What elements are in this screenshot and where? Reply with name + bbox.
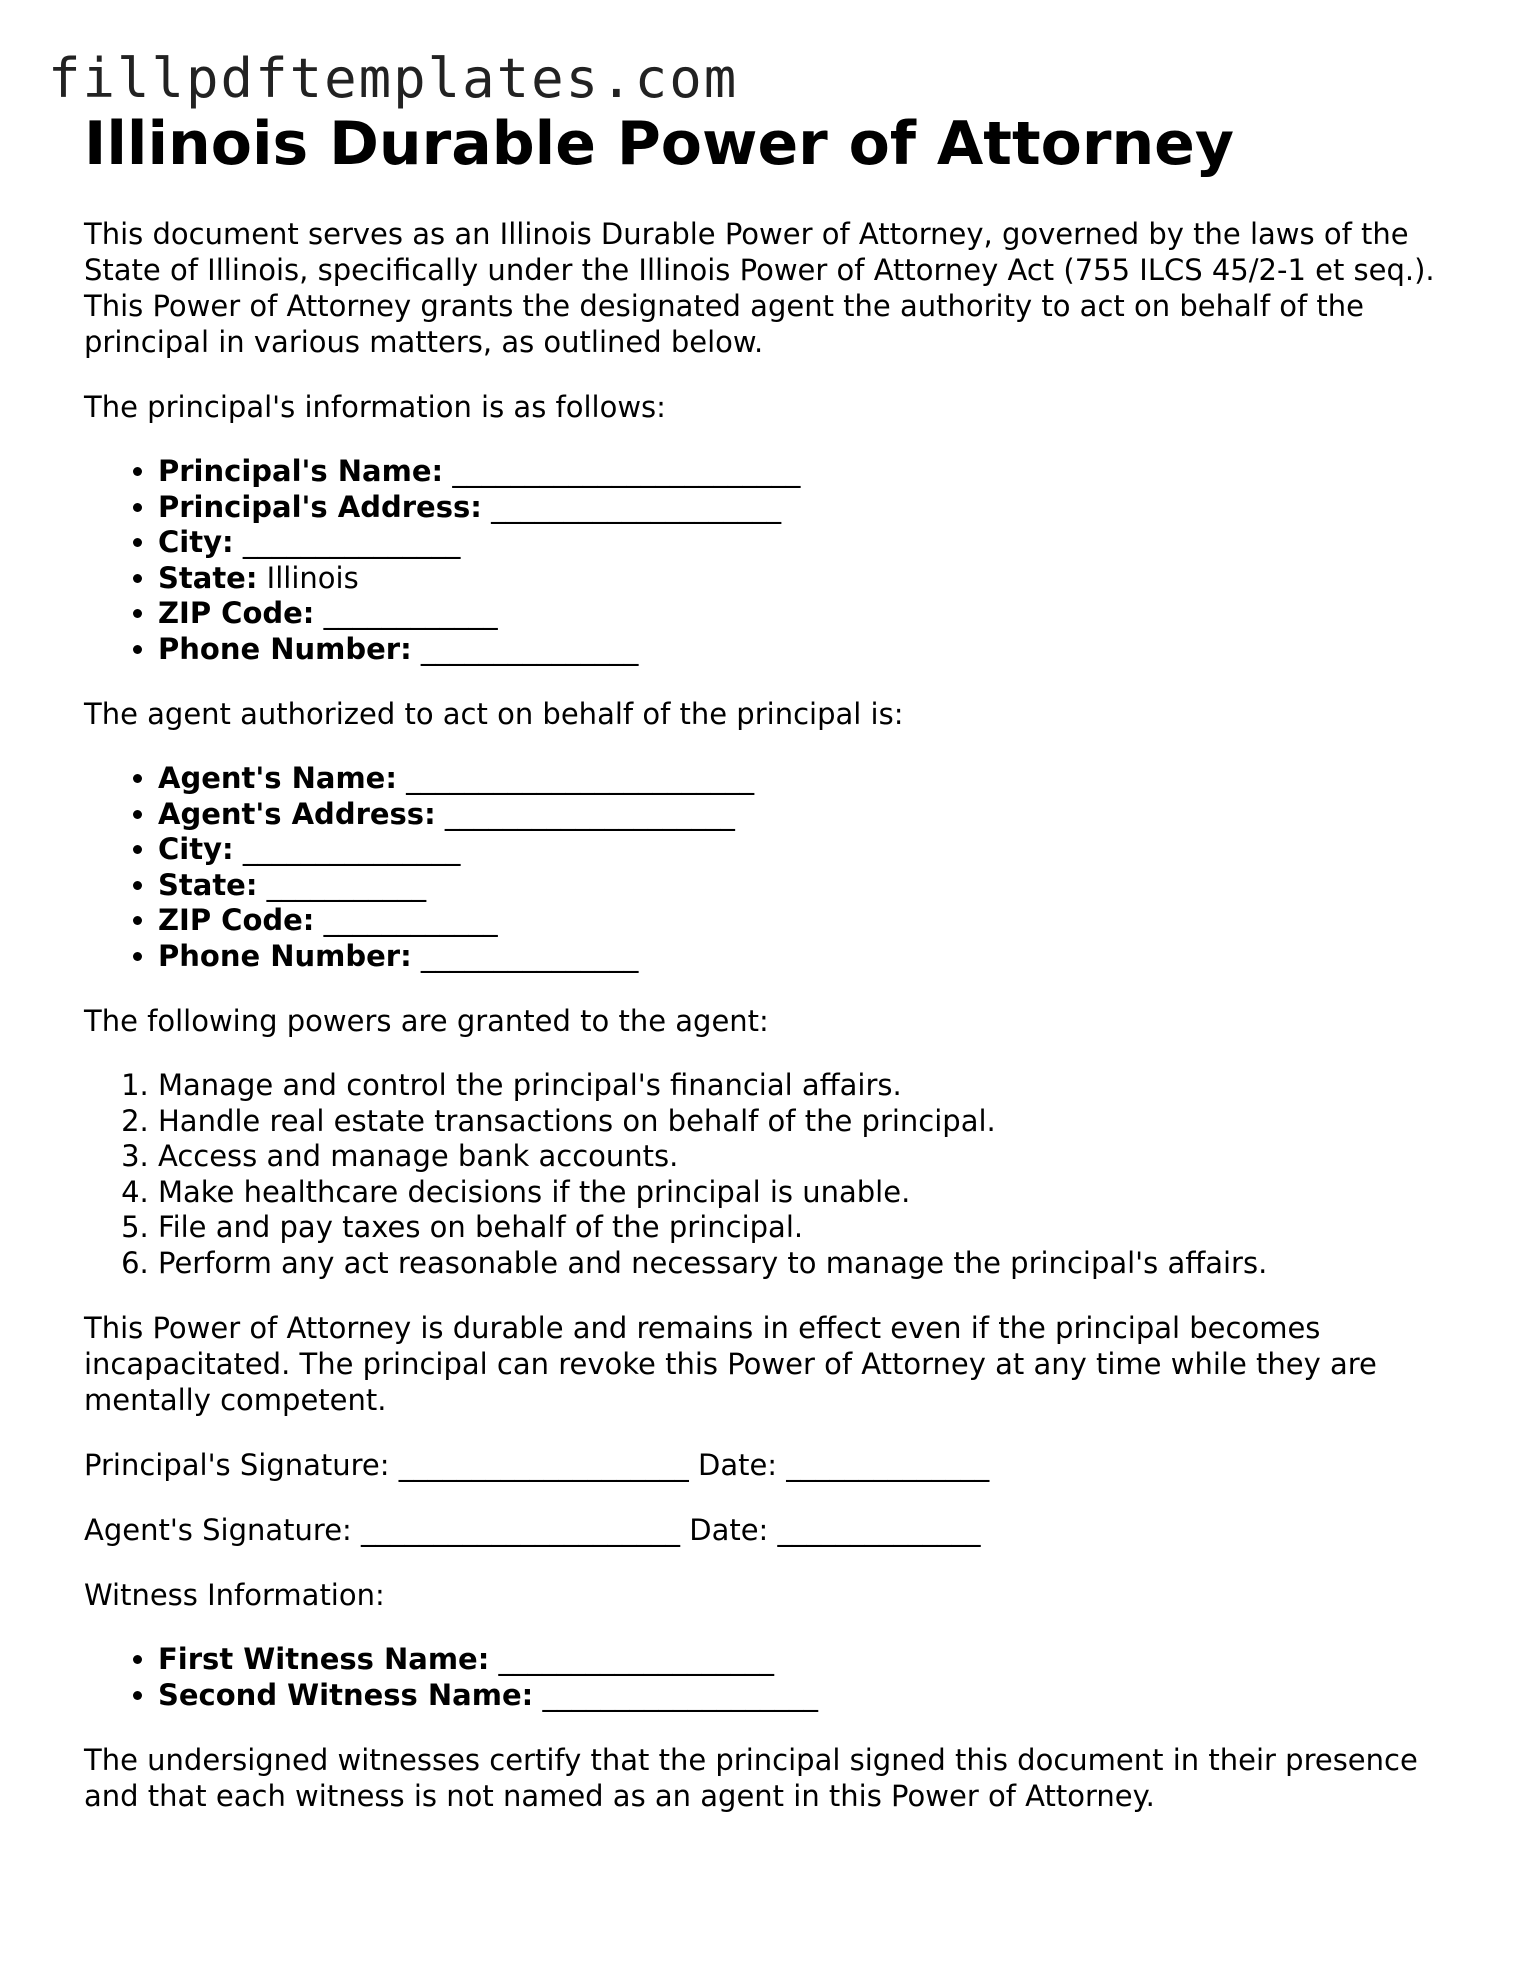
field-label: Phone Number: [158, 631, 412, 666]
field-label: ZIP Code: [158, 596, 315, 630]
powers-list [84, 1068, 1444, 1281]
certification-paragraph: The undersigned witnesses certify that the principal signed this document in their presence and that each witness is not named as an agent in this Power of Attorney. [84, 1743, 1418, 1813]
field-label: ZIP Code: [158, 903, 315, 937]
agent-name-field [158, 761, 1444, 797]
field-value: ____________________ [444, 796, 735, 831]
field-value: ________________________ [406, 761, 755, 795]
field-label: City: [158, 832, 234, 866]
principal-name-field [158, 454, 1444, 490]
field-label: State: [158, 560, 258, 595]
powers-heading: The following powers are granted to the agent: [84, 1004, 769, 1038]
field-label: Second Witness Name: [158, 1677, 534, 1712]
second-witness-field [158, 1678, 1444, 1714]
field-value: _______________ [242, 525, 461, 559]
power-item: 4. Make healthcare decisions if the principal is unable. [158, 1175, 1444, 1211]
principal-state-field [158, 561, 1444, 597]
field-value: ____________ [323, 903, 498, 937]
power-item: 3. Access and manage bank accounts. [158, 1139, 1444, 1175]
principal-signature-line: Principal's Signature: ____________________ Date: ______________ [84, 1448, 990, 1482]
principal-heading: The principal's information is as follows: [84, 390, 666, 424]
field-value: _______________ [420, 938, 639, 973]
principal-address-field [158, 490, 1444, 526]
principal-zip-field [158, 596, 1444, 632]
field-label: Phone Number: [158, 938, 412, 973]
power-item: 1. Manage and control the principal's financial affairs. [158, 1068, 1444, 1104]
field-value: ___________ [266, 867, 427, 902]
field-label: Principal's Address: [158, 489, 482, 524]
field-label: State: [158, 867, 258, 902]
field-label: Principal's Name: [158, 454, 444, 488]
field-label: First Witness Name: [158, 1642, 490, 1676]
field-label: Agent's Name: [158, 761, 397, 795]
agent-phone-field [158, 939, 1444, 975]
field-value: ____________ [323, 596, 498, 630]
witness-heading: Witness Information: [84, 1578, 385, 1612]
principal-city-field [158, 525, 1444, 561]
field-label: City: [158, 525, 234, 559]
agent-zip-field [158, 903, 1444, 939]
field-value: ___________________ [498, 1642, 775, 1676]
document-title: Illinois Durable Power of Attorney [84, 109, 1234, 179]
field-value: ____________________ [491, 489, 782, 524]
principal-fields-list [84, 454, 1444, 667]
first-witness-field [158, 1642, 1444, 1678]
watermark: fillpdftemplates.com [48, 47, 739, 110]
power-item: 5. File and pay taxes on behalf of the principal. [158, 1210, 1444, 1246]
field-value: _______________ [420, 631, 639, 666]
document-page [84, 108, 1444, 1814]
agent-state-field [158, 868, 1444, 904]
principal-phone-field [158, 632, 1444, 668]
power-item: 6. Perform any act reasonable and necessary to manage the principal's affairs. [158, 1246, 1444, 1282]
durability-paragraph: This Power of Attorney is durable and remains in effect even if the principal becomes incapacitated. The principal can revoke this Power of Attorney at any time while they are mentally competent. [84, 1311, 1377, 1417]
agent-signature-line: Agent's Signature: ______________________ Date: ______________ [84, 1513, 981, 1547]
field-value: Illinois [266, 560, 359, 595]
agent-address-field [158, 797, 1444, 833]
intro-paragraph: This document serves as an Illinois Durable Power of Attorney, governed by the laws of the State of Illinois, specifically under the Illinois Power of Attorney Act (755 ILCS 45/2-1 et seq.). This Power of Attorney grants the designated agent the authority to act on behalf of the principal in various matters, as outlined below. [84, 217, 1435, 359]
power-item: 2. Handle real estate transactions on behalf of the principal. [158, 1104, 1444, 1140]
field-value: ___________________ [542, 1677, 818, 1712]
agent-city-field [158, 832, 1444, 868]
agent-heading: The agent authorized to act on behalf of the principal is: [84, 697, 904, 731]
field-value: ________________________ [452, 454, 801, 488]
witness-fields-list [84, 1642, 1444, 1713]
agent-fields-list [84, 761, 1444, 974]
field-value: _______________ [242, 832, 461, 866]
field-label: Agent's Address: [158, 796, 436, 831]
